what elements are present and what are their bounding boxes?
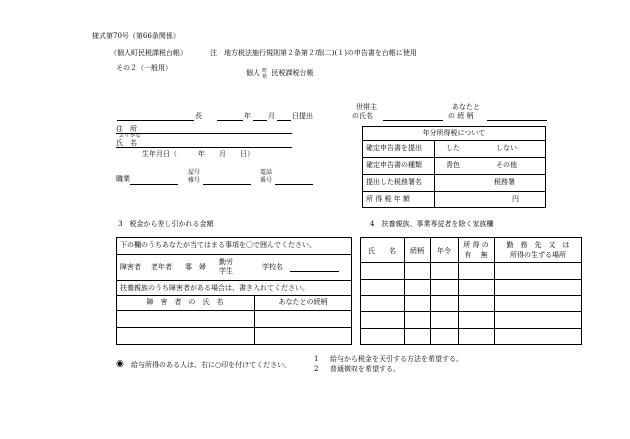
deductions-divider [116,280,352,281]
relation-label-1: あなたと [452,103,480,111]
ledger-title-prefix: 個人 [246,69,260,77]
annual-tax-row-label: 確定申告書を提出 [366,144,422,152]
name-line[interactable] [116,147,292,148]
annual-tax-divider [362,191,546,192]
annual-tax-option[interactable]: 青色 [446,161,460,169]
family-divider [360,279,582,280]
family-col-relation: 続柄 [410,247,424,255]
relation-line[interactable] [487,120,547,121]
furigana-label: ふり がな [119,133,141,139]
birthdate-label: 生年月日（ 年 月 日） [142,150,254,158]
deductions-instruction: 下の欄のうちあなたが当てはまる事項を〇で囲んでください。 [120,241,316,249]
ledger-title [246,68,313,80]
phone-line[interactable] [275,184,313,185]
deduction-widow[interactable]: 寡 婦 [185,263,206,271]
shop-name-label-1: 屋号 [188,169,201,176]
annual-tax-unit: 円 [512,195,519,203]
family-col-divider [404,237,405,345]
annual-tax-option[interactable]: しない [496,144,517,152]
phone-label-1: 電話 [260,169,273,176]
annual-tax-option[interactable]: した [446,144,460,152]
month-label: 月 [268,112,275,120]
annual-tax-unit: 税務署 [494,178,515,186]
deductions-divider [116,295,352,296]
section3-title: 3 税金から差し引かれる金額 [118,220,214,228]
family-col-divider [430,237,431,345]
disabled-note: 扶養親族のうち障害者がある場合は、書き入れてください。 [120,284,309,292]
deduction-student[interactable]: 学生 [219,267,233,275]
occupation-label: 職業 [116,175,130,183]
annual-tax-divider [362,174,546,175]
family-col-income-2: 有 無 [464,251,488,259]
family-col-divider [494,237,495,345]
annual-tax-row-label: 所 得 税 年 額 [366,195,410,203]
family-divider [360,262,582,263]
school-name-label: 学校名 [262,263,283,271]
family-col-name: 氏 名 [368,247,396,255]
shop-name-line[interactable] [203,184,251,185]
annual-tax-title: 年分所得税について [422,129,486,137]
annual-tax-row-label: 提出した税務署名 [366,178,422,186]
chief-suffix: 長 [195,112,202,120]
annual-tax-divider [362,140,546,141]
option-1-text[interactable]: 給与から税金を天引する方法を希望する。 [330,355,463,363]
law-note: 注 地方税法施行規則第２条第２項(二)(１)の申告書を台帳に使用 [210,49,417,57]
day-line [277,120,291,121]
family-col-work-1: 勤 務 先 又 は [506,241,570,249]
month-line [253,120,267,121]
phone-label-2: 番号 [260,177,273,184]
address-line[interactable] [116,133,292,134]
option-2-number[interactable]: 2 [314,365,319,373]
deduction-working[interactable]: 勤労 [219,258,233,266]
relation-label-2: の 続 柄 [448,112,474,120]
deductions-divider [116,327,352,328]
annual-tax-col-divider [434,140,435,208]
occupation-line[interactable] [130,184,178,185]
head-name-line[interactable] [383,120,443,121]
annual-tax-option[interactable]: その他 [496,161,517,169]
deductions-divider [116,310,352,311]
school-name-line[interactable] [290,271,339,272]
year-label: 年 [244,112,251,120]
disabled-name-header: 障 害 者 の 氏 名 [146,298,224,306]
shop-name-label-2: 雅号 [188,177,201,184]
head-label-1: 世帯主 [356,103,377,111]
ledger-title-rest: 民税課税台帳 [271,69,314,77]
family-col-divider [458,237,459,345]
address-label: 住 所 [116,125,137,133]
office-name-line [117,120,194,121]
family-col-income-1: 所 得 の [463,241,489,249]
bullet-icon: ◉ [116,359,124,369]
form-type: その２（一般用） [116,64,172,72]
ledger-title-small: 町 県 [262,68,268,80]
salary-instruction: 給与所得のある人は、右に○印を付けてください。 [131,361,292,369]
deduction-disabled[interactable]: 障害者 [120,263,141,271]
form-number: 様式第70号（第66条関係） [92,32,180,40]
name-label: 氏 名 [116,139,137,147]
family-divider [360,295,582,296]
family-divider [360,311,582,312]
annual-tax-row-label: 確定申告書の種類 [366,161,422,169]
family-divider [360,328,582,329]
day-submit-label: 日提出 [292,112,313,120]
deductions-col-divider [254,295,255,345]
annual-tax-divider [362,157,546,158]
section4-title: 4 扶養親族、事業専従者を除く家族欄 [370,220,494,228]
disabled-relation-header: あなたとの続柄 [278,298,328,306]
family-col-age: 年令 [437,247,451,255]
year-line [217,120,243,121]
ledger-note: （個人町民税課税台帳） [110,49,187,57]
deductions-divider [116,254,352,255]
family-col-work-2: 所得の生ずる場所 [510,251,566,259]
head-label-2: の氏名 [352,112,373,120]
deduction-elderly[interactable]: 老年者 [151,263,172,271]
option-2-text[interactable]: 普通徴収を希望する。 [330,365,400,373]
option-1-number[interactable]: 1 [314,355,319,363]
